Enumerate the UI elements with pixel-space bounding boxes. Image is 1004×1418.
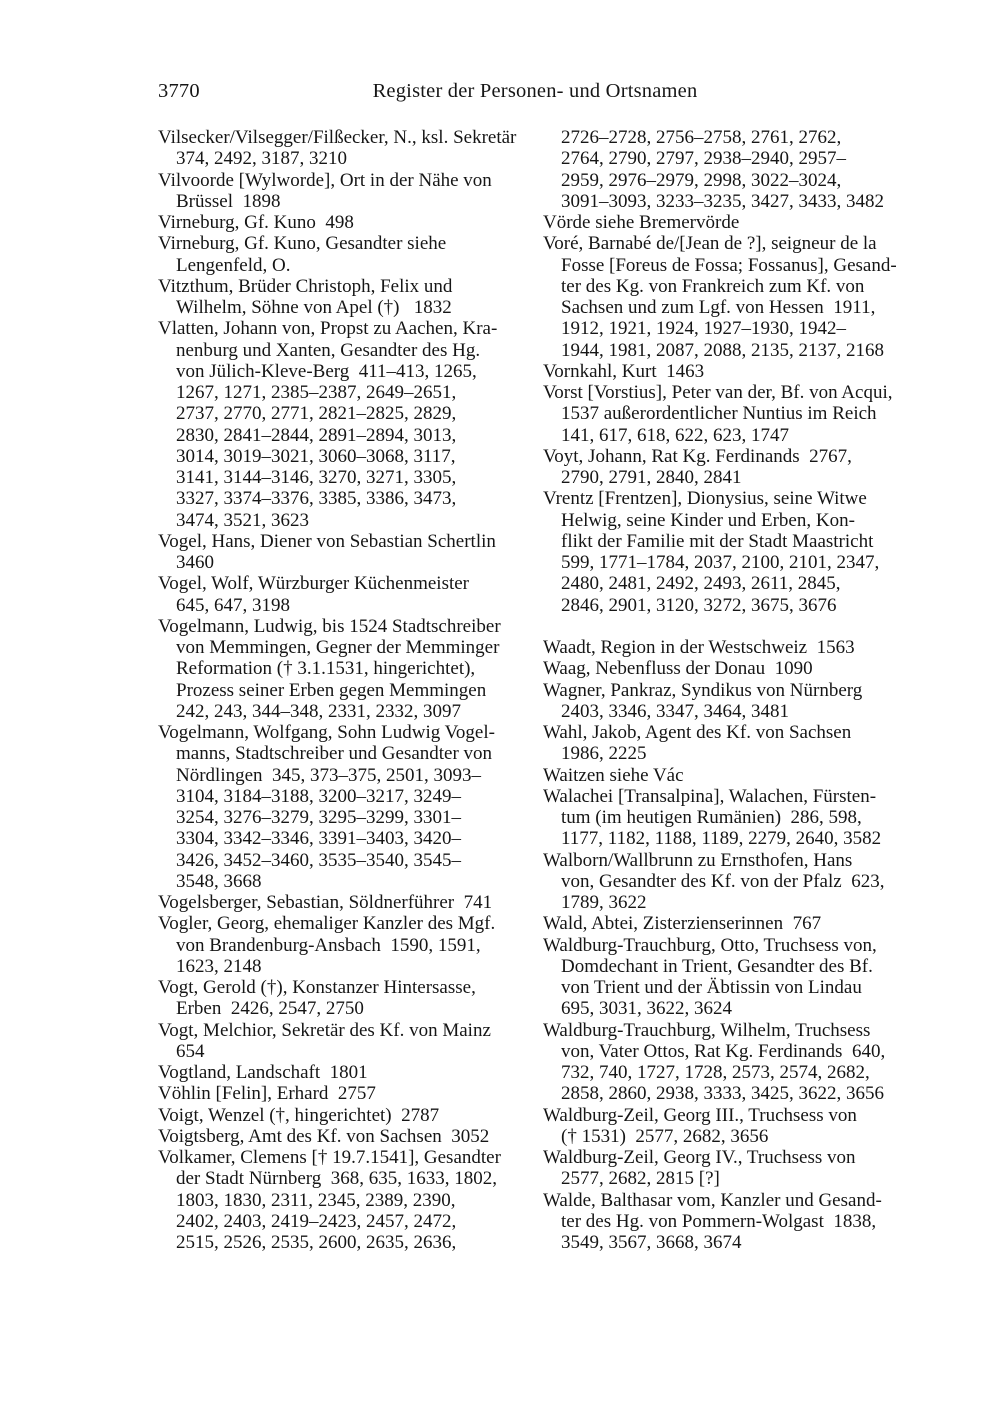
index-line: 141, 617, 618, 622, 623, 1747 — [561, 424, 789, 446]
index-line: Vitzthum, Brüder Christoph, Felix und — [158, 275, 453, 297]
index-line: Waag, Nebenfluss der Donau 1090 — [543, 658, 813, 680]
index-line: von, Gesandter des Kf. von der Pfalz 623, — [561, 870, 885, 892]
index-line: von Jülich-Kleve-Berg 411–413, 1265, — [176, 360, 477, 382]
page-header — [158, 78, 912, 104]
index-line: 732, 740, 1727, 1728, 2573, 2574, 2682, — [561, 1062, 870, 1083]
index-line: Brüssel 1898 — [176, 190, 281, 212]
index-line: 374, 2492, 3187, 3210 — [176, 148, 347, 170]
index-line: Wald, Abtei, Zisterzienserinnen 767 — [543, 913, 822, 935]
index-line: Virneburg, Gf. Kuno 498 — [158, 212, 354, 233]
index-line: 3327, 3374–3376, 3385, 3386, 3473, — [176, 488, 457, 510]
index-line: 2577, 2682, 2815 [?] — [561, 1168, 720, 1190]
index-line: 3141, 3144–3146, 3270, 3271, 3305, — [176, 467, 457, 488]
index-line: Prozess seiner Erben gegen Memmingen — [176, 679, 487, 701]
index-line: Walachei [Transalpina], Walachen, Fürsten- — [543, 785, 877, 807]
index-line: Vorst [Vorstius], Peter van der, Bf. von Acqui, — [543, 382, 893, 403]
index-line: Domdechant in Trient, Gesandter des Bf. — [561, 955, 873, 977]
index-line: 2846, 2901, 3120, 3272, 3675, 3676 — [561, 594, 837, 616]
index-line: 645, 647, 3198 — [176, 594, 290, 616]
index-line: († 1531) 2577, 2682, 3656 — [561, 1125, 769, 1147]
index-line: 1803, 1830, 2311, 2345, 2389, 2390, — [176, 1189, 456, 1211]
index-line: 2830, 2841–2844, 2891–2894, 3013, — [176, 424, 457, 446]
index-line: 2858, 2860, 2938, 3333, 3425, 3622, 3656 — [561, 1083, 884, 1105]
index-line: 654 — [176, 1040, 205, 1062]
index-line: Vilvoorde [Wylworde], Ort in der Nähe von — [158, 169, 492, 191]
index-line: Voyt, Johann, Rat Kg. Ferdinands 2767, — [543, 445, 852, 467]
index-line: Vogt, Melchior, Sekretär des Kf. von Mainz — [158, 1019, 491, 1041]
index-line: Vogt, Gerold (†), Konstanzer Hintersasse, — [158, 977, 476, 998]
index-line: 2403, 3346, 3347, 3464, 3481 — [561, 700, 789, 722]
index-line: Voré, Barnabé de/[Jean de ?], seigneur de la — [543, 233, 877, 255]
index-line: 3460 — [176, 552, 214, 573]
index-line: Vlatten, Johann von, Propst zu Aachen, Kra- — [158, 318, 498, 340]
index-line: Vrentz [Frentzen], Dionysius, seine Witwe — [543, 488, 867, 510]
index-line: Virneburg, Gf. Kuno, Gesandter siehe — [158, 233, 447, 255]
index-line: Reformation († 3.1.1531, hingerichtet), — [176, 658, 476, 680]
index-line: nenburg und Xanten, Gesandter des Hg. — [176, 339, 481, 361]
index-line: Sachsen und zum Lgf. von Hessen 1911, — [561, 297, 876, 318]
index-line: Vörde siehe Bremervörde — [543, 212, 740, 233]
index-line: 1623, 2148 — [176, 955, 262, 977]
index-line: 1177, 1182, 1188, 1189, 2279, 2640, 3582 — [561, 828, 882, 850]
index-line: Walborn/Wallbrunn zu Ernsthofen, Hans — [543, 849, 853, 871]
index-line: 2726–2728, 2756–2758, 2761, 2762, — [561, 127, 842, 148]
index-line: 3091–3093, 3233–3235, 3427, 3433, 3482 — [561, 190, 884, 212]
index-line: Vogelmann, Wolfgang, Sohn Ludwig Vogel- — [158, 722, 495, 743]
index-line: Erben 2426, 2547, 2750 — [176, 998, 364, 1020]
index-line: Waadt, Region in der Westschweiz 1563 — [543, 637, 855, 658]
index-line: 695, 3031, 3622, 3624 — [561, 998, 732, 1020]
section-gap — [543, 616, 925, 637]
index-line: Vogel, Wolf, Würzburger Küchenmeister — [158, 573, 470, 595]
index-line: Volkamer, Clemens [† 19.7.1541], Gesandter — [158, 1147, 501, 1168]
index-line: 3254, 3276–3279, 3295–3299, 3301– — [176, 807, 461, 828]
index-line: Vöhlin [Felin], Erhard 2757 — [158, 1083, 376, 1105]
index-line: manns, Stadtschreiber und Gesandter von — [176, 743, 493, 765]
index-line: 3548, 3668 — [176, 870, 262, 892]
index-line: 1944, 1981, 2087, 2088, 2135, 2137, 2168 — [561, 339, 884, 361]
index-line: Waldburg-Zeil, Georg III., Truchsess von — [543, 1104, 857, 1126]
index-line: Vogelsberger, Sebastian, Söldnerführer 741 — [158, 892, 493, 913]
index-line: der Stadt Nürnberg 368, 635, 1633, 1802, — [176, 1168, 498, 1190]
index-line: tum (im heutigen Rumänien) 286, 598, — [561, 807, 862, 828]
index-line: 1986, 2225 — [561, 743, 647, 765]
index-line: Waldburg-Zeil, Georg IV., Truchsess von — [543, 1147, 856, 1168]
index-line: 2737, 2770, 2771, 2821–2825, 2829, — [176, 403, 457, 425]
index-line: Waitzen siehe Vác — [543, 764, 684, 786]
index-line: flikt der Familie mit der Stadt Maastricht — [561, 530, 874, 552]
index-line: 599, 1771–1784, 2037, 2100, 2101, 2347, — [561, 552, 880, 573]
index-line: Lengenfeld, O. — [176, 254, 291, 276]
index-line: Vilsecker/Vilsegger/Filßecker, N., ksl. Sekretär — [158, 127, 517, 148]
index-line: 3104, 3184–3188, 3200–3217, 3249– — [176, 785, 461, 807]
index-line: 3549, 3567, 3668, 3674 — [561, 1232, 742, 1253]
index-line: von Trient und der Äbtissin von Lindau — [561, 977, 862, 998]
index-line: Vogtland, Landschaft 1801 — [158, 1062, 368, 1083]
index-line: 3474, 3521, 3623 — [176, 509, 309, 531]
index-line: Voigtsberg, Amt des Kf. von Sachsen 3052 — [158, 1125, 490, 1147]
index-line: Nördlingen 345, 373–375, 2501, 3093– — [176, 764, 482, 786]
index-line: von, Vater Ottos, Rat Kg. Ferdinands 640, — [561, 1040, 886, 1062]
index-line: 1267, 1271, 2385–2387, 2649–2651, — [176, 382, 457, 403]
index-line: von Memmingen, Gegner der Memminger — [176, 637, 500, 658]
page-title: Register der Personen- und Ortsnamen — [372, 80, 698, 102]
index-column-right — [543, 127, 925, 1253]
index-line: 3426, 3452–3460, 3535–3540, 3545– — [176, 849, 461, 871]
index-line: 2959, 2976–2979, 2998, 3022–3024, — [561, 169, 842, 191]
index-line: 1537 außerordentlicher Nuntius im Reich — [561, 403, 877, 425]
index-line: 1789, 3622 — [561, 892, 647, 913]
page-number: 3770 — [158, 80, 200, 102]
index-line: 242, 243, 344–348, 2331, 2332, 3097 — [176, 700, 461, 722]
index-line: Vogel, Hans, Diener von Sebastian Schertlin — [158, 530, 496, 552]
index-line: Waldburg-Trauchburg, Otto, Truchsess von, — [543, 934, 877, 956]
index-line: Walde, Balthasar vom, Kanzler und Gesand- — [543, 1189, 882, 1211]
index-line: von Brandenburg-Ansbach 1590, 1591, — [176, 934, 481, 956]
index-line: 2480, 2481, 2492, 2493, 2611, 2845, — [561, 573, 841, 595]
index-line: Wahl, Jakob, Agent des Kf. von Sachsen — [543, 722, 852, 743]
index-line: 3014, 3019–3021, 3060–3068, 3117, — [176, 445, 456, 467]
index-line: Waldburg-Trauchburg, Wilhelm, Truchsess — [543, 1019, 871, 1041]
index-line: Vogelmann, Ludwig, bis 1524 Stadtschreiber — [158, 615, 501, 637]
index-line: 2764, 2790, 2797, 2938–2940, 2957– — [561, 148, 846, 170]
index-line: 3304, 3342–3346, 3391–3403, 3420– — [176, 828, 461, 850]
index-line: Vornkahl, Kurt 1463 — [543, 360, 705, 382]
index-line: 1912, 1921, 1924, 1927–1930, 1942– — [561, 318, 846, 340]
index-line: ter des Hg. von Pommern-Wolgast 1838, — [561, 1210, 877, 1232]
index-line: Fosse [Foreus de Fossa; Fossanus], Gesand- — [561, 254, 897, 276]
index-line: Helwig, seine Kinder und Erben, Kon- — [561, 509, 855, 531]
index-column-left — [158, 127, 540, 1253]
index-line: ter des Kg. von Frankreich zum Kf. von — [561, 275, 865, 297]
index-line: Wilhelm, Söhne von Apel (†) 1832 — [176, 297, 452, 318]
index-line: 2515, 2526, 2535, 2600, 2635, 2636, — [176, 1232, 457, 1253]
index-line: Voigt, Wenzel (†, hingerichtet) 2787 — [158, 1104, 440, 1126]
index-line: Vogler, Georg, ehemaliger Kanzler des Mgf. — [158, 913, 496, 935]
index-line: 2402, 2403, 2419–2423, 2457, 2472, — [176, 1210, 457, 1232]
index-line: Wagner, Pankraz, Syndikus von Nürnberg — [543, 679, 863, 701]
index-line: 2790, 2791, 2840, 2841 — [561, 467, 742, 488]
